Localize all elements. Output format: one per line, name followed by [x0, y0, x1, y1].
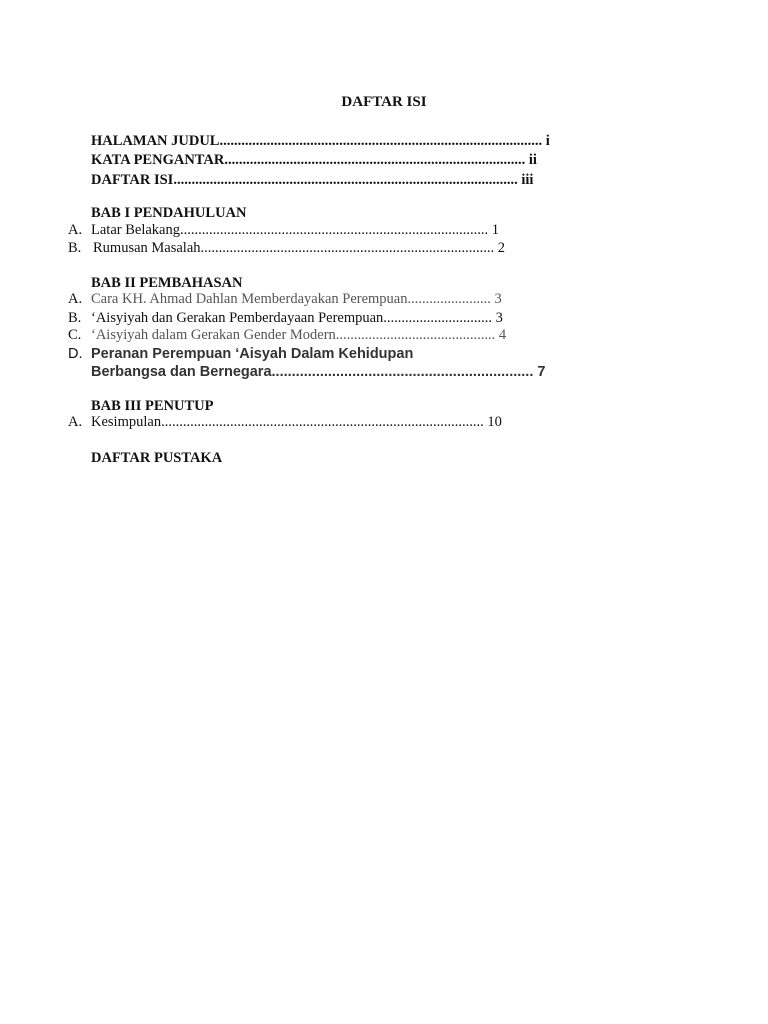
toc-entry-kesimpulan: Kesimpulan......................................................................................... 10 [91, 414, 502, 430]
section-heading-bab-2: BAB II PEMBAHASAN [91, 275, 243, 291]
toc-entry-peranan-perempuan-line1: Peranan Perempuan ‘Aisyah Dalam Kehidupan [91, 346, 414, 362]
toc-entry-daftar-pustaka: DAFTAR PUSTAKA [91, 450, 223, 466]
toc-letter: A. [68, 414, 83, 430]
toc-letter: B. [68, 240, 82, 256]
toc-letter: A. [68, 291, 83, 307]
toc-entry-latar-belakang: Latar Belakang..................................................................................... 1 [91, 222, 499, 238]
toc-entry-cara-kh-ahmad-dahlan: Cara KH. Ahmad Dahlan Memberdayakan Perempuan....................... 3 [91, 291, 502, 307]
toc-letter: A. [68, 222, 83, 238]
section-heading-bab-1: BAB I PENDAHULUAN [91, 205, 247, 221]
toc-letter: D. [68, 346, 83, 362]
toc-entry-rumusan-masalah: Rumusan Masalah................................................................................. 2 [93, 240, 506, 256]
page-title: DAFTAR ISI [341, 94, 427, 110]
toc-entry-daftar-isi: DAFTAR ISI............................................................................................... iii [91, 172, 534, 188]
section-heading-bab-3: BAB III PENUTUP [91, 398, 214, 414]
toc-letter: C. [68, 327, 82, 343]
toc-entry-peranan-perempuan-line2: Berbangsa dan Bernegara................................................................. 7 [91, 364, 546, 380]
toc-entry-aisyiyah-gender-modern: ‘Aisyiyah dalam Gerakan Gender Modern............................................ 4 [91, 327, 507, 343]
toc-entry-kata-pengantar: KATA PENGANTAR................................................................................... ii [91, 152, 537, 168]
toc-entry-halaman-judul: HALAMAN JUDUL......................................................................................... i [91, 133, 550, 149]
toc-letter: B. [68, 310, 82, 326]
toc-entry-aisyiyah-gerakan-pemberdayaan: ‘Aisyiyah dan Gerakan Pemberdayaan Perempuan.............................. 3 [91, 310, 503, 326]
